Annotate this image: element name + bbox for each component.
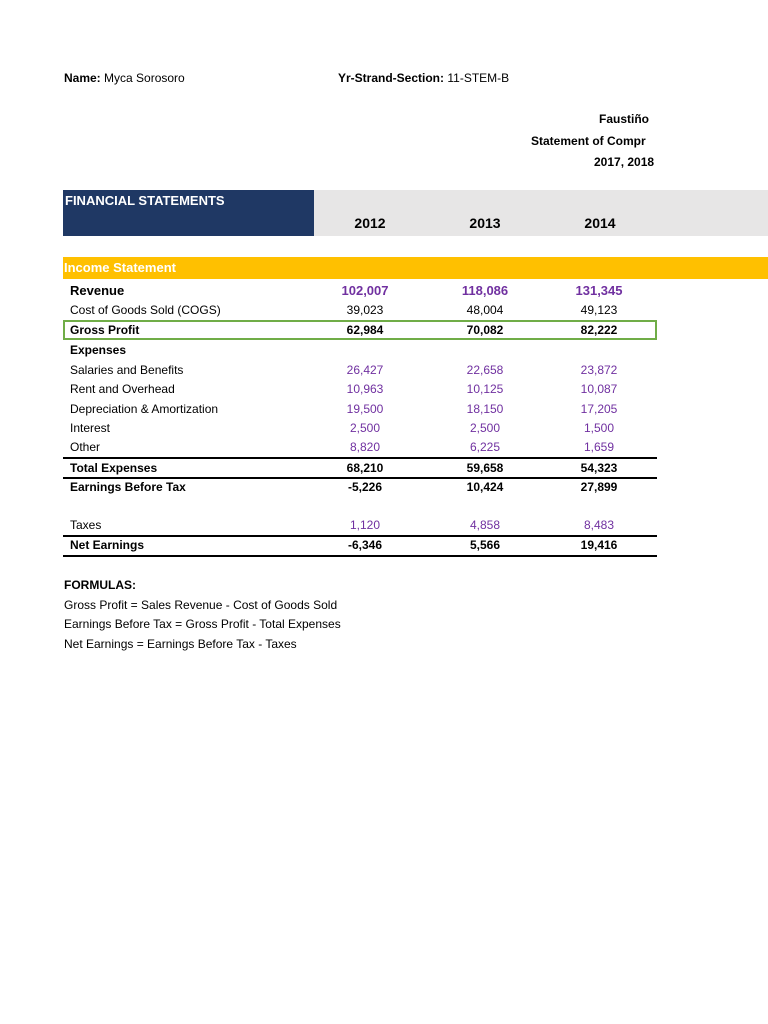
statement-years: 2017, 2018	[594, 155, 655, 169]
value-2014: 19,416	[580, 538, 618, 552]
section-label: Yr-Strand-Section:	[338, 71, 445, 85]
row-label: Expenses	[70, 343, 127, 357]
row-label: Cost of Goods Sold (COGS)	[70, 303, 221, 317]
value-2012: 10,963	[346, 382, 384, 396]
row-label: Total Expenses	[70, 461, 158, 475]
value-2013: 118,086	[461, 283, 509, 298]
statement-title: Statement of Compr	[531, 134, 646, 148]
financial-statements-header	[63, 190, 314, 236]
company-name: Faustiño	[599, 112, 649, 126]
row-net-earnings	[63, 535, 657, 554]
value-2014: 54,323	[580, 461, 618, 475]
student-name	[64, 71, 185, 85]
row-cogs	[63, 300, 657, 319]
value-2014: 23,872	[580, 363, 618, 377]
value-2013: 5,566	[469, 538, 501, 552]
value-2013: 48,004	[466, 303, 504, 317]
row-label: Gross Profit	[70, 323, 140, 337]
row-taxes	[63, 515, 657, 534]
row-rent	[63, 379, 657, 398]
row-label: Other	[70, 440, 101, 454]
value-2014: 49,123	[580, 303, 618, 317]
value-2013: 70,082	[466, 323, 504, 337]
row-revenue	[63, 280, 657, 299]
name-label: Name:	[64, 71, 101, 85]
value-2013: 59,658	[466, 461, 504, 475]
student-section	[338, 71, 509, 85]
row-interest	[63, 418, 657, 437]
formula-earnings-before-tax: Earnings Before Tax = Gross Profit - Total Expenses	[64, 617, 341, 631]
value-2012: 102,007	[341, 283, 389, 298]
value-2014: 1,659	[583, 440, 615, 454]
year-2014: 2014	[584, 215, 616, 231]
net-earnings-rule-bottom	[63, 555, 657, 557]
value-2013: 4,858	[469, 518, 501, 532]
value-2012: 62,984	[346, 323, 384, 337]
formulas-section	[64, 576, 341, 654]
value-2013: 18,150	[466, 402, 504, 416]
row-gross-profit	[63, 320, 657, 339]
row-salaries	[63, 360, 657, 379]
value-2014: 131,345	[575, 283, 623, 298]
value-2013: 10,125	[466, 382, 504, 396]
row-label: Net Earnings	[70, 538, 145, 552]
section-value: 11-STEM-B	[447, 71, 510, 85]
formula-gross-profit: Gross Profit = Sales Revenue - Cost of Goods Sold	[64, 597, 338, 612]
row-other	[63, 437, 657, 456]
formulas-title: FORMULAS:	[64, 578, 136, 592]
row-depreciation	[63, 399, 657, 418]
value-2012: 1,120	[349, 518, 381, 532]
value-2014: 10,087	[580, 382, 618, 396]
value-2012: 26,427	[346, 363, 384, 377]
value-2012: 68,210	[346, 461, 384, 475]
income-statement-header	[63, 257, 768, 279]
row-label: Depreciation & Amortization	[70, 402, 219, 416]
row-total-expenses	[63, 458, 657, 477]
value-2014: 27,899	[580, 480, 618, 494]
row-label: Interest	[70, 421, 111, 435]
row-label: Taxes	[70, 518, 102, 532]
value-2012: -5,226	[347, 480, 383, 494]
value-2013: 6,225	[469, 440, 501, 454]
row-earnings-before-tax	[63, 477, 657, 496]
income-statement-label: Income Statement	[64, 260, 176, 275]
value-2014: 17,205	[580, 402, 618, 416]
row-label: Rent and Overhead	[70, 382, 175, 396]
value-2012: 39,023	[346, 303, 384, 317]
year-2013: 2013	[469, 215, 501, 231]
formula-net-earnings: Net Earnings = Earnings Before Tax - Taxes	[64, 636, 297, 651]
year-2012: 2012	[354, 215, 386, 231]
value-2012: 19,500	[346, 402, 384, 416]
name-value: Myca Sorosoro	[104, 71, 185, 85]
value-2012: -6,346	[347, 538, 383, 552]
value-2014: 8,483	[583, 518, 615, 532]
value-2013: 10,424	[466, 480, 504, 494]
financial-statements-title: FINANCIAL STATEMENTS	[65, 193, 225, 208]
value-2013: 2,500	[469, 421, 501, 435]
row-label: Earnings Before Tax	[70, 480, 186, 494]
value-2013: 22,658	[466, 363, 504, 377]
row-label: Revenue	[70, 283, 125, 298]
row-label: Salaries and Benefits	[70, 363, 184, 377]
value-2014: 1,500	[583, 421, 615, 435]
year-header-band	[314, 190, 768, 236]
value-2014: 82,222	[580, 323, 618, 337]
value-2012: 2,500	[349, 421, 381, 435]
value-2012: 8,820	[349, 440, 381, 454]
row-expenses-heading	[63, 340, 657, 359]
